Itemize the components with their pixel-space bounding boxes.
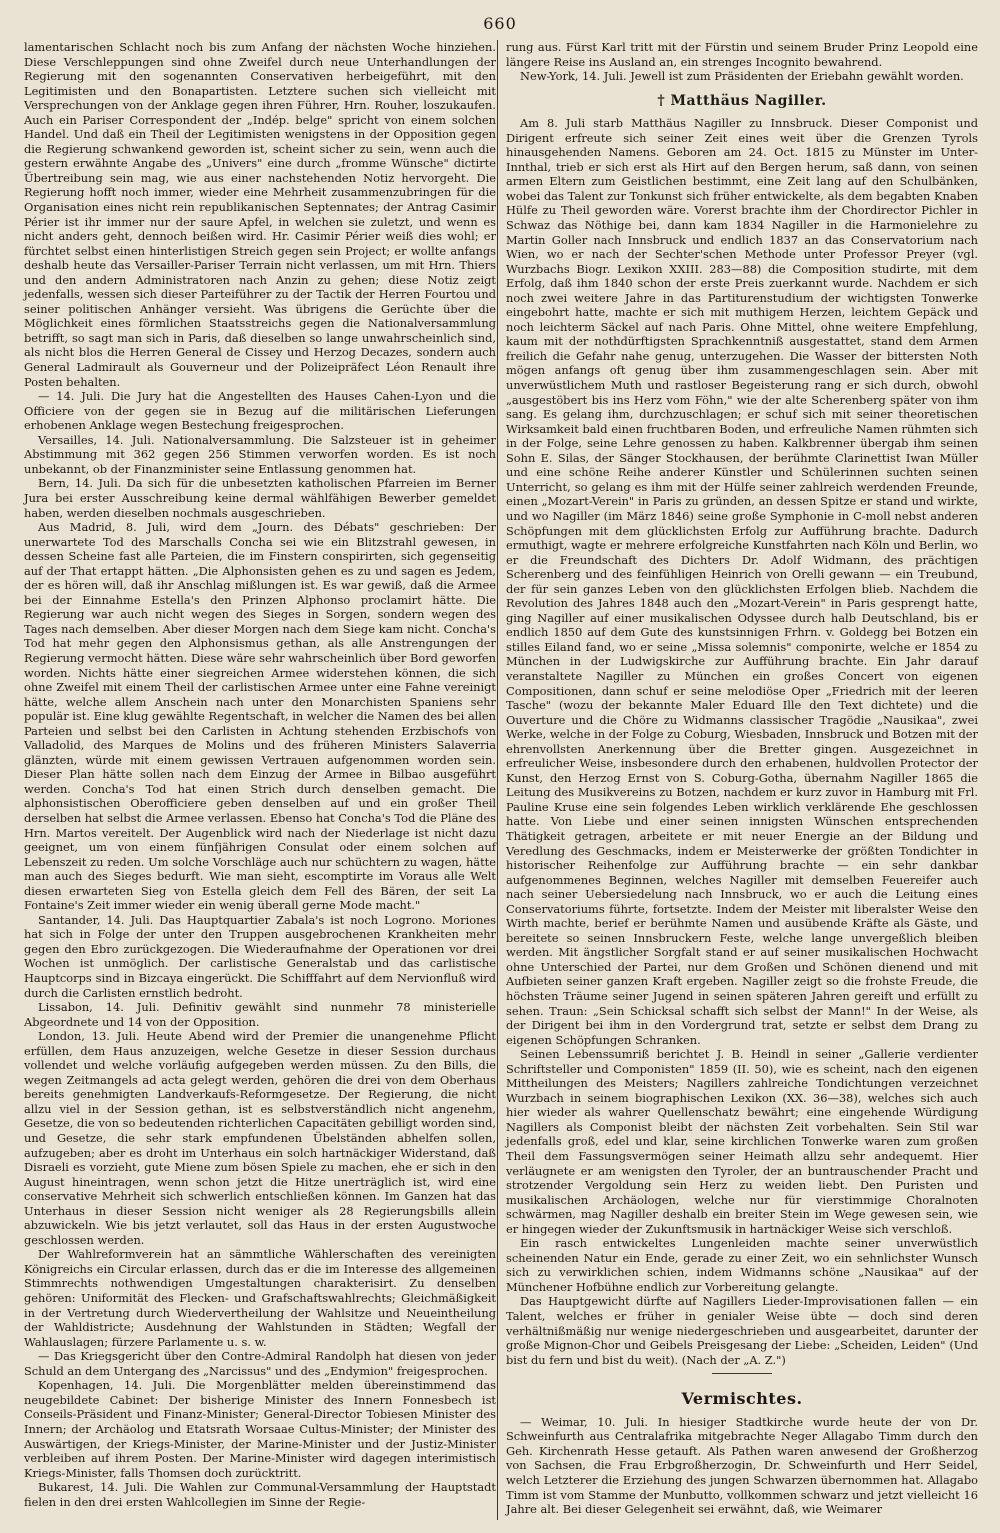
article-bukarest: Bukarest, 14. Juli. Die Wahlen zur Communal-Versammlung der Hauptstadt fielen in den drei ersten Wahlcollegien im Sinne der Regie-: [24, 1480, 496, 1509]
article-santander: Santander, 14. Juli. Das Hauptquartier Zabala's ist noch Logrono. Moriones hat sich in Folge der unter den Truppen ausgebrochenen Krankheiten mehr gegen den Ebro zurückgezogen. Die Wiederaufnahme der Operationen vor drei Wochen ist unmöglich. Der carlistische Generalstab und das carlistische Hauptcorps sind in Bizcaya eingerückt. Die Schifffahrt auf dem Nervionfluß wird durch die Carlisten ernstlich bedroht.: [24, 912, 496, 1000]
obituary-paragraph: Das Hauptgewicht dürfte auf Nagillers Lieder-Improvisationen fallen — ein Talent, welches er früher in genialer Weise übte — doch sind deren verhältnißmäßig nur wenige niedergeschrieben und ausgearbeitet, darunter der große Mignon-Chor und Geibels Preisgesang der Liebe: „Scheiden, Leiden" (Und bist du fern und bist du weit). (Nach der „A. Z."): [506, 1294, 978, 1367]
obituary-heading: † Matthäus Nagiller.: [657, 92, 827, 109]
page-number: 660: [483, 14, 517, 33]
article-london: London, 13. Juli. Heute Abend wird der Premier die unangenehme Pflicht erfüllen, dem Haus anzuzeigen, welche Gesetze in dieser Session durchaus vollendet und welche vorläufig aufgegeben werden müssen. Zu den Bills, die wegen Zeitmangels ad acta gelegt werden, gehören die drei von dem Oberhaus bereits genehmigten Landverkaufs-Reformgesetze. Der Regierung, die nicht allzu viel in der Session gethan, ist es selbstverständlich nicht angenehm, Gesetze, die von so bedeutenden richterlichen Capacitäten gebilligt worden sind, und Gesetze, die sehr stark empfundenen Übelständen abhelfen sollen, aufzugeben; aber es droht im Unterhaus ein solch hartnäckiger Widerstand, daß Disraeli es vorzieht, gute Miene zum bösen Spiele zu machen, ehe er sich in den August hineintragen, wenn schon jetzt die Hitze unerträglich ist, wird eine conservative Mehrheit sich schwerlich entschließen können. Im Ganzen hat das Unterhaus in dieser Session nicht weniger als 28 Regierungsbills allein abzuwickeln. Wie bis jetzt verlautet, soll das Haus in der ersten Augustwoche geschlossen werden.: [24, 1029, 496, 1247]
article-versailles: Versailles, 14. Juli. Nationalversammlung. Die Salzsteuer ist in geheimer Abstimmung mit 362 gegen 256 Stimmen verworfen worden. Es ist noch unbekannt, ob der Finanzminister seine Entlassung genommen hat.: [24, 432, 496, 476]
misc-heading: Vermischtes.: [681, 1389, 803, 1409]
article-wahlreform: Der Wahlreformverein hat an sämmtliche Wählerschaften des vereinigten Königreichs ein Circular erlassen, durch das er die im Interesse des allgemeinen Stimmrechts nothwendigen Umgestaltungen charakterisirt. Zu denselben gehören: Uniformität des Flecken- und Grafschaftswahlrechts; Gleichmäßigkeit in der Vertretung durch Wiedervertheilung der Wahlsitze und Neueintheilung der Wahldistricte; Ausdehnung der Wahlstunden in Städten; Wegfall der Wahlauslagen; fürzere Parlamente u. s. w.: [24, 1247, 496, 1349]
section-divider: [712, 1373, 772, 1374]
right-column: [506, 40, 978, 1517]
article-paris: lamentarischen Schlacht noch bis zum Anfang der nächsten Woche hinziehen. Diese Verschleppungen sind ohne Zweifel durch neue Unterhandlungen der Regierung mit den sogenannten Conservativen herbeigeführt, mit den Legitimisten und den Bonapartisten. Letztere suchen sich vielleicht mit Versprechungen von der Anklage gegen ihren Führer, Hrn. Rouher, loszukaufen. Auch ein Pariser Correspondent der „Indép. belge" spricht von einem solchen Handel. Und daß ein Theil der Legitimisten wenigstens in der Opposition gegen die Regierung schwankend geworden ist, scheint sicher zu sein, wenn auch die gestern erwähnte Angabe des „Univers" eine durch „fromme Wünsche" dictirte Übertreibung sein mag, wie aus einer nachstehenden Notiz hervorgeht. Die Regierung hofft noch immer, wieder eine Mehrheit zusammenzubringen für die Organisation eines nicht rein republikanischen Septennates; der Antrag Casimir Périer ist ihr immer nur der saure Apfel, in welchen sie zuletzt, und wenn es nicht anders geht, dennoch beißen wird. Hr. Casimir Périer weiß dies wohl; er fürchtet selbst einen hinterlistigen Streich gegen sein Project; er wollte anfangs deshalb heute das Versailler-Pariser Terrain nicht verlassen, um mit Hrn. Thiers und den andern Administratoren nach Anzin zu gehen; diese Notiz zeigt jedenfalls, wessen sich dieser Parteiführer zu der Tactik der Herren Fourtou und seiner politischen Anhänger versieht. Was übrigens die Gerüchte über die Möglichkeit eines förmlichen Staatsstreichs gegen die Nationalversammlung betrifft, so sagt man sich in Paris, daß dieselben so lange unwahrscheinlich sind, als nicht blos die Herren General de Cissey und Herzog Decazes, sondern auch General Ladmirault als Gouverneur und der Polizeipräfect Léon Renault ihre Posten behalten.: [24, 40, 496, 389]
obituary-paragraph: Am 8. Juli starb Matthäus Nagiller zu Innsbruck. Dieser Componist und Dirigent erfreute sich seiner Zeit eines weit über die Grenzen Tyrols hinausgehenden Namens. Geboren am 24. Oct. 1815 zu Münster im Unter-Innthal, trieb er sich erst als Hirt auf den Bergen herum, saß dann, von seinen armen Eltern zum Geistlichen bestimmt, eine Zeit lang auf den Schulbänken, wobei das Talent zur Tonkunst sich früher entwickelte, als dem begabten Knaben Hülfe zu Theil geworden wäre. Vorerst brachte ihm der Chordirector Pichler in Schwaz das Nöthige bei, dann kam 1834 Nagiller in die Harmonielehre zu Martin Goller nach Innsbruck und endlich 1837 an das Conservatorium nach Wien, wo er nach der Sechter'schen Methode unter Professor Preyer (vgl. Wurzbachs Biogr. Lexikon XXIII. 283—88) die Composition studirte, mit dem Erfolg, daß ihm 1840 schon der erste Preis zuerkannt wurde. Nachdem er sich noch zwei weitere Jahre in das Partiturenstudium der wichtigsten Tonwerke eingebohrt hatte, machte er sich mit muthigem Herzen, leichtem Gepäck und noch leichterm Säckel auf nach Paris. Ohne Mittel, ohne weitere Empfehlung, kaum mit der nothdürftigsten Sprachkenntniß ausgestattet, stand dem Armen freilich die Gefahr nahe genug, unterzugehen. Die Wasser der bittersten Noth mögen anfangs oft genug über ihm zusammengeschlagen sein. Aber mit unverwüstlichem Muth und rastloser Begeisterung rang er sich durch, obwohl „ausgestöbert bis ins Herz vom Föhn," wie der alte Scherenberg später von ihm sang. Es gelang ihm, durchzuschlagen; er schuf sich mit seiner theoretischen Wirksamkeit bald einen fruchtbaren Boden, und erfreuliche Namen rühmten sich in der Folge, seine Lehre genossen zu haben. Kalkbrenner übergab ihm seinen Sohn E. Silas, der Sänger Stockhausen, der berühmte Clarinettist Iwan Müller und eine schöne Reihe anderer Künstler und Schülerinnen suchten seinen Unterricht, so gelang es ihm mit der Hülfe seiner zahlreich werdenden Freunde, einen „Mozart-Verein" in Paris zu gründen, an dessen Spitze er stand und wirkte, und wo Nagiller (im März 1846) seine große Symphonie in C-moll nebst anderen Schöpfungen mit dem glücklichsten Erfolg zur Aufführung brachte. Dadurch ermuthigt, wagte er mehrere erfolgreiche Kunstfahrten nach Köln und Berlin, wo er die Freundschaft des Dichters Dr. Adolf Widmann, des prächtigen Scherenberg und des feinfühligen Heinrich von Orelli gewann — ein Treubund, der für sein ganzes Leben von den glücklichsten Erfolgen blieb. Nachdem die Revolution des Jahres 1848 auch den „Mozart-Verein" in Paris gesprengt hatte, ging Nagiller auf einer musikalischen Odyssee durch halb Deutschland, bis er endlich 1850 auf dem Gute des kunstsinnigen Frhrn. v. Goldegg bei Botzen ein stilles Eiland fand, wo er seine „Missa solemnis" componirte, welche er 1854 zu München in der Ludwigskirche zur Aufführung brachte. Ein Jahr darauf veranstaltete Nagiller zu München ein großes Concert von eigenen Compositionen, dann schuf er seine melodiöse Oper „Friedrich mit der leeren Tasche" (wozu der bekannte Maler Eduard Ille den Text dichtete) und die Ouverture und die Chöre zu Widmanns classischer Tragödie „Nausikaa", zwei Werke, welche in der Folge zu Coburg, Wiesbaden, Innsbruck und Botzen mit der ehrenvollsten Anerkennung über die Bretter gingen. Ausgezeichnet in erfreulicher Weise, insbesondere durch den erhabenen, huldvollen Protector der Kunst, den Herzog Ernst von S. Coburg-Gotha, übernahm Nagiller 1865 die Leitung des Musikvereins zu Botzen, nachdem er kurz zuvor in Hamburg mit Frl. Pauline Kruse eine sein folgendes Leben wirklich verklärende Ehe geschlossen hatte. Von Liebe und einer seinen innigsten Wünschen entsprechenden Thätigkeit getragen, arbeitete er mit neuer Energie an der Bildung und Veredlung des Geschmacks, indem er Meisterwerke der größten Tondichter in historischer Reihenfolge zur Aufführung brachte — ein sehr dankbar aufgenommenes Beginnen, welches Nagiller mit demselben Feuereifer auch nach seiner Uebersiedelung nach Innsbruck, wo er auch die Leitung eines Conservatoriums führte, fortsetzte. Indem der Meister mit liberalster Weise den Wirth machte, berief er berühmte Namen und ausübende Kräfte als Gäste, und bereitete so seinen Innsbruckern Feste, welche lange unvergeßlich bleiben werden. Mit ängstlicher Sorgfalt stand er auf seiner musikalischen Hochwacht ohne Unterschied der Partei, nur dem Großen und Schönen dienend und mit Aufbieten seiner ganzen Kraft ergeben. Nagiller zeigt so die frohste Freude, die höchsten Träume seiner Jugend in seinen späteren Jahren gereift und erfüllt zu sehen. Traun: „Sein Schicksal schafft sich selbst der Mann!" In der Weise, als der Dirigent bei ihm in den Vordergrund trat, setzte er selbst dem Drang zu eigenen Schöpfungen Schranken.: [506, 116, 978, 1047]
misc-article-weimar: — Weimar, 10. Juli. In hiesiger Stadtkirche wurde heute der von Dr. Schweinfurth aus Centralafrika mitgebrachte Neger Allagabo Timm durch den Geh. Kirchenrath Hesse getauft. Als Pathen waren anwesend der Großherzog von Sachsen, die Frau Erbgroßherzogin, Dr. Schweinfurth und Herr Seidel, welch Letzterer die Erziehung des jungen Schwarzen übernommen hat. Allagabo Timm ist vom Stamme der Munbutto, vollkommen schwarz und jetzt vielleicht 16 Jahre alt. Bei dieser Gelegenheit sei erwähnt, daß, wie Weimarer: [506, 1414, 978, 1517]
article-kopenhagen: Kopenhagen, 14. Juli. Die Morgenblätter melden übereinstimmend das neugebildete Cabinet: Der bisherige Minister des Innern Fonnesbech ist Conseils-Präsident und Finanz-Minister; General-Director Tobiesen Minister des Innern; der Archäolog und Etatsrath Worsaae Cultus-Minister; der Minister des Auswärtigen, der Kriegs-Minister, der Marine-Minister und der Justiz-Minister verbleiben auf ihrem Posten. Der Marine-Minister wird dagegen interimistisch Kriegs-Minister, falls Thomsen doch zurücktritt.: [24, 1378, 496, 1480]
obituary-paragraph: Seinen Lebenssumriß berichtet J. B. Heindl in seiner „Gallerie verdienter Schriftsteller und Componisten" 1859 (II. 50), wie es scheint, nach den eigenen Mittheilungen des Meisters; Nagillers zahlreiche Tondichtungen verzeichnet Wurzbach in seinem biographischen Lexikon (XX. 36—38), welches sich auch hier wieder als wahrer Quellenschatz bewährt; eine eingehende Würdigung Nagillers als Componist bleibt der nächsten Zeit vorbehalten. Sein Stil war jedenfalls groß, edel und klar, seine kirchlichen Tonwerke waren zum großen Theil dem Fassungsvermögen seiner Heimath allzu sehr andequemt. Hier verläugnete er am wenigsten den Tyroler, der an buntrauschender Pracht und strotzender Vergoldung sein Herz zu weiden liebt. Den Puristen und musikalischen Archäologen, welche nur für vierstimmige Choralnoten schwärmen, mag Nagiller deshalb ein breiter Stein im Wege gewesen sein, wie er hingegen wieder der Zukunftsmusik in hartnäckiger Weise sich verschloß.: [506, 1047, 978, 1236]
article-new-york: New-York, 14. Juli. Jewell ist zum Präsidenten der Eriebahn gewählt worden.: [520, 69, 964, 84]
article-bern: Bern, 14. Juli. Da sich für die unbesetzten katholischen Pfarreien im Berner Jura bei erster Ausschreibung keine dermal wählfähigen Bewerber gemeldet haben, werden dieselben nochmals ausgeschrieben.: [24, 476, 496, 520]
obituary-paragraph: Ein rasch entwickeltes Lungenleiden machte seiner unverwüstlich scheinenden Natur ein Ende, gerade zu einer Zeit, wo ein sehnlichster Wunsch sich zu verwirklichen schien, indem Widmanns schöne „Nausikaa" auf der Münchener Hofbühne endlich zur Vorbereitung gelangte.: [506, 1236, 978, 1294]
column-divider: [497, 40, 498, 1520]
article-bukarest-cont: rung aus. Fürst Karl tritt mit der Fürstin und seinem Bruder Prinz Leopold eine längere Reise ins Ausland an, ein strenges Incognito bewahrend.: [506, 40, 978, 69]
article-paris-jury: — 14. Juli. Die Jury hat die Angestellten des Hauses Cahen-Lyon und die Officiere von der gegen sie in Bezug auf die militärischen Lieferungen erhobenen Anklage wegen Bestechung freigesprochen.: [24, 389, 496, 433]
article-kriegsgericht: — Das Kriegsgericht über den Contre-Admiral Randolph hat diesen von jeder Schuld an dem Untergang des „Narcissus" und des „Endymion" freigesprochen.: [24, 1349, 496, 1378]
article-lissabon: Lissabon, 14. Juli. Definitiv gewählt sind nunmehr 78 ministerielle Abgeordnete und 14 von der Opposition.: [24, 1000, 496, 1029]
article-madrid: Aus Madrid, 8. Juli, wird dem „Journ. des Débats" geschrieben: Der unerwartete Tod des Marschalls Concha sei wie ein Blitzstrahl gewesen, in dessen Scheine fast alle Parteien, die im Finstern conspirirten, sich gegenseitig auf der That ertappt hätten. „Die Alphonsisten gehen es zu und sagen es Jedem, der es hören will, daß ihr Anschlag mißlungen ist. Es war gewiß, daß die Armee bei der Einnahme Estella's den Prinzen Alphonso proclamirt hätte. Die Regierung war auch nicht wegen des Sieges in Sorgen, sondern wegen des Tages nach demselben. Aber dieser Morgen nach dem Siege kam nicht. Concha's Tod hat mehr gegen den Alphonsismus gethan, als alle Anstrengungen der Regierung vermocht hätten. Diese wäre sehr wahrscheinlich über Bord geworfen worden. Nichts hätte einer siegreichen Armee widerstehen können, die sich ohne Zweifel mit einem Theil der carlistischen Armee unter eine Fahne vereinigt hätte, welche allem Anschein nach unter den Monarchisten Spaniens sehr populär ist. Eine klug gewählte Regentschaft, in welcher die Namen des bei allen Parteien und selbst bei den Carlisten in Achtung stehenden Erzbischofs von Valladolid, des Marques de Molins und des früheren Ministers Salaverria glänzten, würde mit einem gewissen Vertrauen aufgenommen worden sein. Dieser Plan hätte sollen nach dem Einzug der Armee in Bilbao ausgeführt werden. Concha's Tod hat einen Strich durch denselben gemacht. Die alphonsistischen Oberofficiere geben denselben auf und ein großer Theil derselben hat selbst die Armee verlassen. Ebenso hat Concha's Tod die Pläne des Hrn. Martos vereitelt. Der Augenblick wird nach der Niederlage ist nicht dazu geeignet, um von einem fünfjährigen Consulat oder einem solchen auf Lebenszeit zu reden. Um solche Vorschläge auch nur schüchtern zu wagen, hätte man auch des Sieges bedurft. Wie man sieht, escomptirte im Voraus alle Welt diesen erwarteten Sieg von Estella gleich dem Fell des Bären, der seit La Fontaine's Zeit immer wieder ein wenig überall gerne Mode macht.": [24, 520, 496, 913]
left-column: [24, 40, 496, 1509]
